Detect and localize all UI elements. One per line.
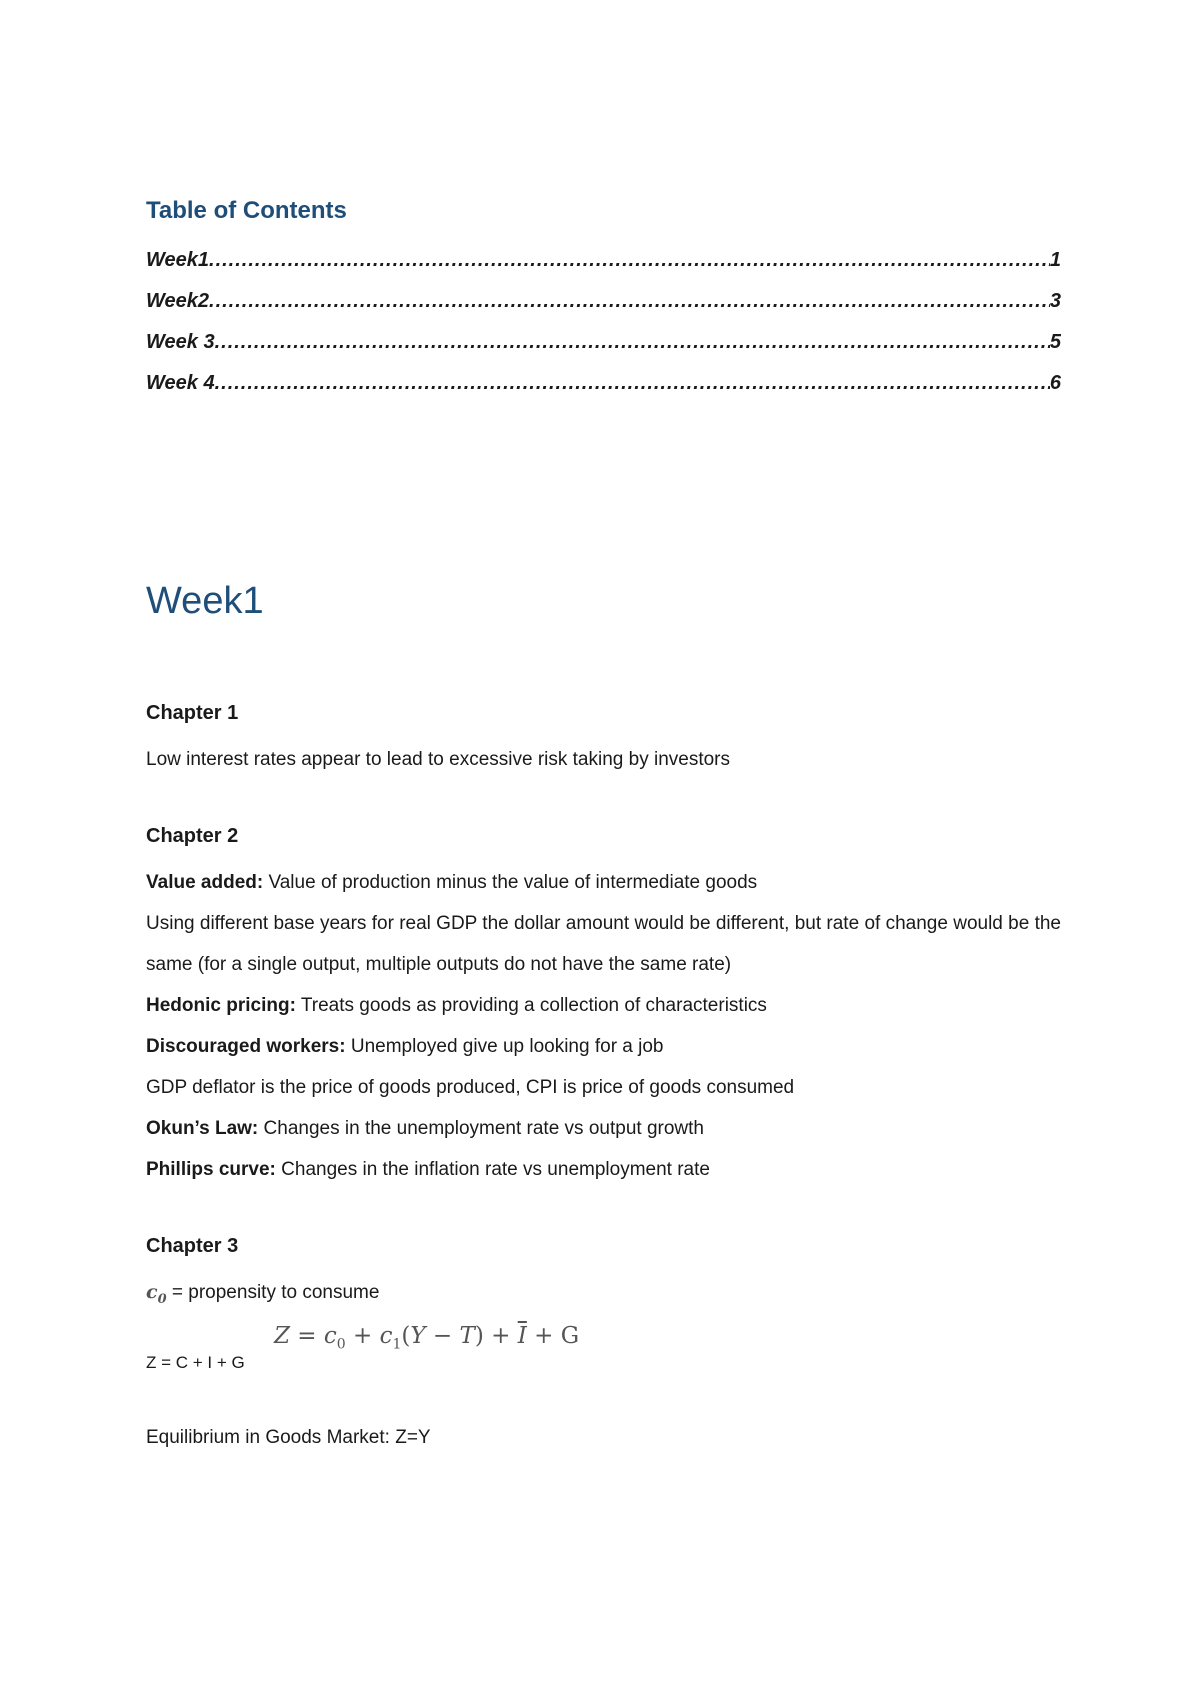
base-years-note: Using different base years for real GDP the dollar amount would be different, but rate of change would be the same (for a single output, multiple outputs do not have the same rate)	[146, 913, 1061, 975]
gdp-deflator-note: GDP deflator is the price of goods produced, CPI is price of goods consumed	[146, 1077, 795, 1098]
toc-entry-week1[interactable]	[146, 240, 1061, 281]
chapter2-title: Chapter 2	[146, 825, 239, 847]
simple-demand-equation: Z = C + I + G	[146, 1352, 245, 1372]
toc-entry-week2[interactable]	[146, 281, 1061, 322]
spacer	[146, 1376, 1061, 1417]
definition-text: Unemployed give up looking for a job	[345, 1036, 664, 1057]
toc-title: Table of Contents	[146, 197, 347, 224]
toc-entry-page: 6	[1049, 372, 1061, 394]
definition-text: Changes in the unemployment rate vs output growth	[258, 1118, 704, 1139]
toc-leader-dots	[209, 281, 1050, 322]
okuns-law-definition	[146, 1108, 1061, 1149]
propensity-definition	[146, 1272, 1061, 1320]
definition-text: = propensity to consume	[166, 1282, 380, 1303]
toc-entry-page: 1	[1049, 249, 1061, 271]
toc-entry-page: 5	[1049, 331, 1061, 353]
definition-term: Hedonic pricing:	[146, 995, 296, 1016]
week1-content	[146, 698, 1061, 1458]
chapter3-title: Chapter 3	[146, 1235, 239, 1257]
chapter1-text: Low interest rates appear to lead to excessive risk taking by investors	[146, 749, 731, 770]
week1-heading: Week1	[146, 580, 264, 622]
toc-leader-dots	[215, 363, 1050, 404]
toc-entry-page: 3	[1049, 290, 1061, 312]
toc-entry-label: Week 4	[146, 372, 215, 394]
definition-term: Okun’s Law:	[146, 1118, 259, 1139]
definition-text: Treats goods as providing a collection of characteristics	[295, 995, 767, 1016]
toc-entry-week4[interactable]	[146, 363, 1061, 404]
toc-entry-label: Week 3	[146, 331, 215, 353]
definition-text: Changes in the inflation rate vs unemployment rate	[275, 1159, 710, 1180]
definition-term: Phillips curve:	[146, 1159, 276, 1180]
spacer	[146, 1190, 1061, 1231]
demand-equation-image: $Z = c_0 + c_1(Y - T) + \overline{I} + G$	[274, 1322, 580, 1353]
equation-row	[146, 1320, 1061, 1376]
discouraged-workers-definition	[146, 1026, 1061, 1067]
toc-entry-week3[interactable]	[146, 322, 1061, 363]
value-added-definition	[146, 862, 1061, 903]
definition-term: Value added:	[146, 872, 264, 893]
c0-symbol: $c_0$	[146, 1281, 167, 1307]
toc-entry-label: Week2	[146, 290, 210, 312]
hedonic-pricing-definition	[146, 985, 1061, 1026]
definition-text: Value of production minus the value of intermediate goods	[263, 872, 758, 893]
table-of-contents	[146, 196, 1061, 404]
chapter1-title: Chapter 1	[146, 702, 239, 724]
toc-leader-dots	[215, 322, 1050, 363]
toc-leader-dots	[209, 240, 1050, 281]
phillips-curve-definition	[146, 1149, 1061, 1190]
equilibrium-note: Equilibrium in Goods Market: Z=Y	[146, 1426, 431, 1448]
spacer	[146, 780, 1061, 821]
definition-term: Discouraged workers:	[146, 1036, 346, 1057]
toc-entry-label: Week1	[146, 249, 210, 271]
